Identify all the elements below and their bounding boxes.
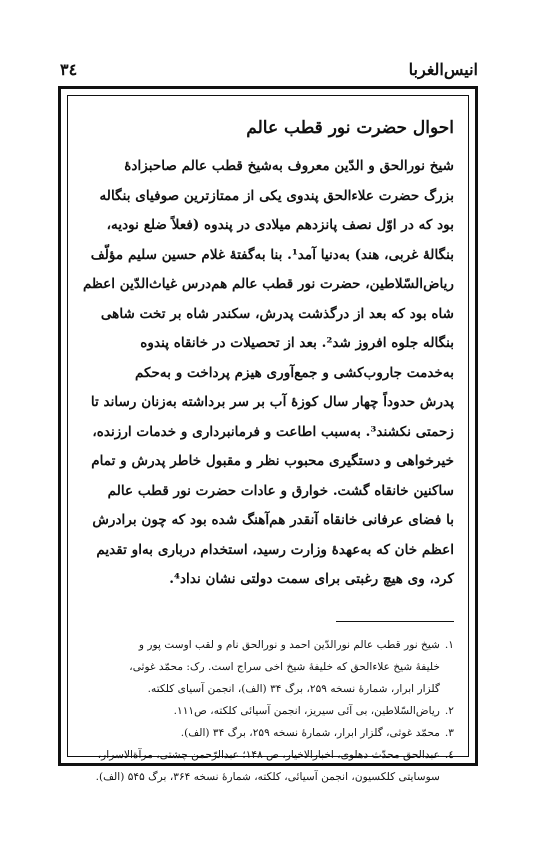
footnote-line: عبدالحق محدّث دهلوی، اخبارالاخیار، ص ۱۴۸؛ عبدالرّحمن چشتی، مرآةالاسرار،: [97, 748, 440, 761]
footnote-text: [82, 700, 440, 722]
body-line: با فضای عرفانی خانقاه آنقدر هم‌آهنگ شده بود که چون برادرش: [92, 512, 454, 528]
footnote: [82, 700, 454, 722]
footnote: [82, 722, 454, 744]
footnote-text: [82, 722, 440, 744]
body-line: ریاض‌السّلاطین، حضرت نور قطب عالم هم‌درس غیاث‌الدّین اعظم: [82, 276, 454, 292]
body-line: بنگالهٔ غربی، هند) به‌دنیا آمد¹. بنا به‌گفتهٔ غلام حسین سلیم مؤلّف: [90, 246, 454, 263]
running-title: انیس‌الغربا: [408, 60, 478, 79]
body-line: بزرگ حضرت علاءالحق پندوی یکی از ممتازترین صوفیای بنگاله: [99, 187, 454, 204]
page-frame-inner: [67, 95, 469, 783]
body-line: کرد، وی هیچ رغبتی برای سمت دولتی نشان نداد⁴.: [169, 571, 454, 587]
body-line: خیرخواهی و دستگیری محبوب نظر و مقبول خاطر پدرش و تمام: [91, 453, 454, 469]
footnote-number: ٣.: [444, 726, 454, 739]
body-line: به‌خدمت جاروب‌کشی و جمع‌آوری هیزم پرداخت و به‌حکم: [134, 364, 454, 381]
body-line: ساکنین خانقاه گشت. خوارق و عادات حضرت نور قطب عالم: [107, 482, 454, 499]
running-head: [60, 58, 478, 82]
footnote-text: [82, 744, 440, 788]
footnote: [82, 634, 454, 700]
footnote-text: [82, 634, 440, 700]
body-line: زحمتی نکشند³. به‌سبب اطاعت و فرمانبرداری و خدمات ارزنده،: [92, 423, 454, 440]
page-content: [82, 116, 454, 788]
footnote-rule: [336, 621, 454, 622]
footnote: [82, 744, 454, 788]
body-text: [82, 152, 454, 595]
page-number: ٣٤: [60, 60, 78, 79]
body-line: اعظم خان که به‌عهدهٔ وزارت رسید، استخدام درباری به‌او تقدیم: [96, 541, 454, 558]
footnote-number: ١.: [444, 638, 454, 651]
page-frame: [58, 86, 478, 783]
footnote-line: سوسایتی کلکسیون، انجمن آسیائی، کلکته، شمارهٔ نسخه ۳۶۴، برگ ۵۴۵ (الف).: [95, 770, 440, 783]
chapter-title: احوال حضرت نور قطب عالم: [246, 118, 454, 138]
footnotes: [82, 634, 454, 788]
body-line: شاه بود که بعد از درگذشت پدرش، سکندر شاه بر تخت شاهی: [100, 305, 454, 322]
footnote-line: ریاض‌السّلاطین، بی آئی سیریز، انجمن آسیائی کلکته، ص۱۱۱.: [173, 704, 440, 717]
footnote-line: شیخ نور قطب عالم نورالدّین احمد و نورالحق نام و لقب اوست پور و: [138, 638, 440, 651]
body-line: شیخ نورالحق و الدّین معروف به‌شیخ قطب عالم صاحبزادهٔ: [124, 158, 454, 174]
body-line: پدرش حدوداً چهار سال کوزهٔ آب بر سر برداشته به‌زنان رساند تا: [90, 394, 454, 410]
body-line: بنگاله جلوه افروز شد². بعد از تحصیلات در خانقاه پندوه: [140, 335, 454, 351]
footnote-number: ٢.: [444, 704, 454, 717]
footnote-number: ٤.: [444, 748, 454, 761]
footnote-line: محمّد غوثی، گلزار ابرار، شمارهٔ نسخه ۲۵۹، برگ ۳۴ (الف).: [180, 726, 440, 739]
footnote-line: خلیفهٔ شیخ علاءالحق که خلیفهٔ شیخ اخی سراج است. رک: محمّد غوثی،: [129, 660, 440, 673]
footnote-line: گلزار ابرار، شمارهٔ نسخه ۲۵۹، برگ ۳۴ (الف)، انجمن آسیای کلکته.: [147, 682, 440, 695]
body-line: بود که در اوّل نصف پانزدهم میلادی در پندوه (فعلاً ضلع نودیه،: [106, 217, 454, 233]
